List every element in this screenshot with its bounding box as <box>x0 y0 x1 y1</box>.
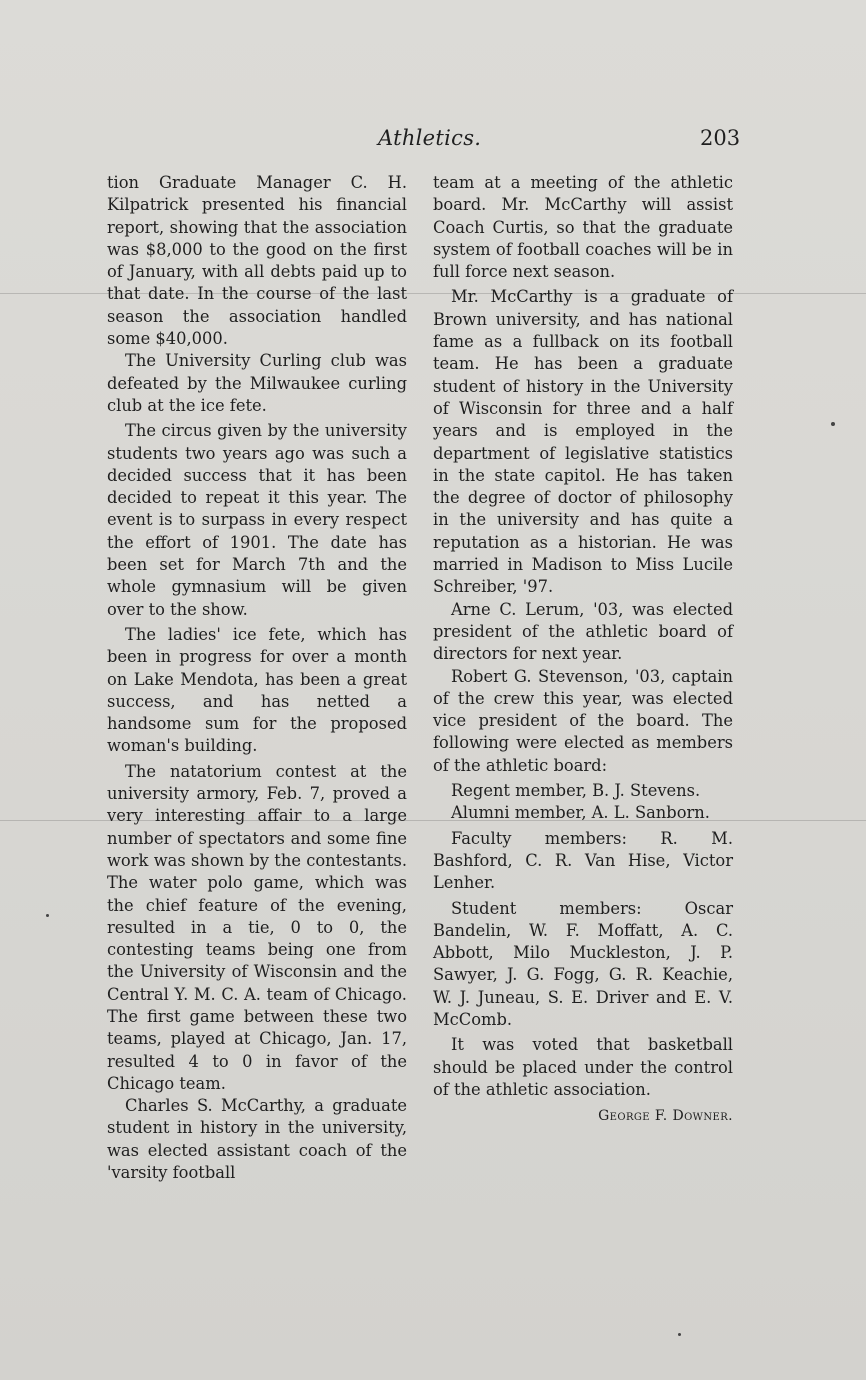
paragraph: Arne C. Lerum, '03, was elected president of the athletic board of directors for next year. <box>433 599 733 664</box>
paragraph: Robert G. Stevenson, '03, captain of the crew this year, was elected vice president of the board. The following were elected as members of the athletic board: <box>433 666 733 775</box>
paragraph: Charles S. McCarthy, a graduate student in history in the university, was elected assistant coach of the 'varsity football <box>107 1096 407 1183</box>
paragraph: Alumni member, A. L. Sanborn. <box>451 803 710 823</box>
author-signature: George F. Downer. <box>598 1108 733 1125</box>
paragraph: Faculty members: R. M. Bashford, C. R. Van Hise, Victor Lenher. <box>433 828 733 893</box>
paragraph: Student members: Oscar Bandelin, W. F. Moffatt, A. C. Abbott, Milo Muckleston, J. P. Sawyer, J. G. Fogg, G. R. Keachie, W. J. Juneau, S. E. Driver and E. V. McComb. <box>433 898 733 1029</box>
paragraph: tion Graduate Manager C. H. Kilpatrick presented his financial report, showing that the association was $8,000 to the good on the first of January, with all debts paid up to that date. In the course of the last season the association handled some $40,000. <box>107 173 407 349</box>
paragraph: It was voted that basketball should be placed under the control of the athletic association. <box>433 1035 733 1099</box>
left-column <box>107 172 407 1184</box>
paragraph: The University Curling club was defeated by the Milwaukee curling club at the ice fete. <box>107 351 407 415</box>
page-number: 203 <box>700 126 741 150</box>
running-header-title: Athletics. <box>378 126 482 150</box>
paragraph: The natatorium contest at the university armory, Feb. 7, proved a very interesting affair to a large number of spectators and some fine work was shown by the contestants. The water polo game, which was the chief feature of the evening, resulted in a tie, 0 to 0, the contesting teams being one from the University of Wisconsin and the Central Y. M. C. A. team of Chicago. The first game between these two teams, played at Chicago, Jan. 17, resulted 4 to 0 in favor of the Chicago team. <box>107 761 407 1093</box>
paragraph: The ladies' ice fete, which has been in progress for over a month on Lake Mendota, has been a great success, and has netted a handsome sum for the proposed woman's building. <box>107 624 407 756</box>
speck <box>678 1333 681 1336</box>
paragraph: Regent member, B. J. Stevens. <box>451 781 701 801</box>
paragraph: team at a meeting of the athletic board. Mr. McCarthy will assist Coach Curtis, so that the graduate system of football coaches will be in full force next season. <box>433 173 733 282</box>
speck <box>831 422 835 426</box>
paragraph: Mr. McCarthy is a graduate of Brown university, and has national fame as a fullback on its football team. He has been a graduate student of history in the University of Wisconsin for three and a half years and is employed in the department of legislative statistics in the state capitol. He has taken the degree of doctor of philosophy in the university and has quite a reputation as a historian. He was married in Madison to Miss Lucile Schreiber, '97. <box>433 287 733 597</box>
paragraph: The circus given by the university students two years ago was such a decided success that it has been decided to repeat it this year. The event is to surpass in every respect the effort of 1901. The date has been set for March 7th and the whole gymnasium will be given over to the show. <box>107 421 407 619</box>
right-column <box>433 172 733 1127</box>
speck <box>46 914 49 917</box>
